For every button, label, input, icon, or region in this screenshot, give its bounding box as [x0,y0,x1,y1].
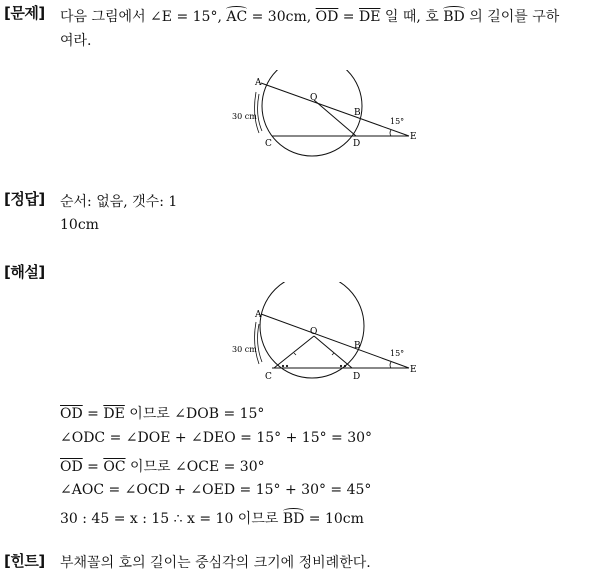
answer-tag: [정답] [4,190,45,208]
label-b: B [354,341,361,351]
arc-ac: AC [226,9,248,25]
hint-text: 부채꼴의 호의 길이는 중심각의 크기에 정비례한다. [60,555,371,571]
problem-text-line1: 다음 그림에서 ∠E = 15°, AC = 30cm, $\overline{OD} = \overline{DE}$ 일 때, 호 BD 의 길이를 구하 [60,9,560,25]
segment-od: $\overline{OD}$ [315,9,339,25]
solution-line2: ∠ODC = ∠DOE + ∠DEO = 15° + 15° = 30° [60,430,373,446]
solution-figure [226,282,426,382]
hint-tag: [힌트] [4,552,45,570]
solution-line3: $\overline{OD} = \overline{OC}$ 이므로 ∠OCE = 30° [60,459,265,475]
label-arc-length: 30 cm [232,345,257,354]
label-c: C [265,139,272,149]
label-arc-length: 30 cm [232,112,257,121]
label-angle: 15° [390,349,405,358]
solution-line4: ∠AOC = ∠OCD + ∠OED = 15° + 30° = 45° [60,482,372,498]
label-d: D [353,139,361,149]
label-a: A [255,310,262,320]
problem-text-line2: 여라. [60,33,92,49]
problem-figure [226,70,426,160]
label-c: C [265,372,272,382]
label-o: O [310,327,318,337]
problem-tag: [문제] [4,4,45,22]
label-d: D [353,372,361,382]
label-a: A [255,78,262,88]
arc-bd: BD [443,9,465,25]
answer-line1: 순서: 없음, 갯수: 1 [60,194,178,210]
solution-line5: 30 : 45 = x : 15 ∴ x = 10 이므로 BD = 10cm [60,511,364,527]
label-b: B [354,108,361,118]
answer-line2: 10cm [60,217,99,233]
label-e: E [410,365,417,375]
label-angle: 15° [390,117,405,126]
solution-tag: [해설] [4,263,45,281]
arc-bd: BD [282,511,305,527]
label-e: E [410,132,417,142]
solution-line1: $\overline{OD} = \overline{DE}$ 이므로 ∠DOB = 15° [60,406,265,422]
segment-de: $\overline{DE}$ [358,9,381,25]
label-o: O [310,93,318,103]
